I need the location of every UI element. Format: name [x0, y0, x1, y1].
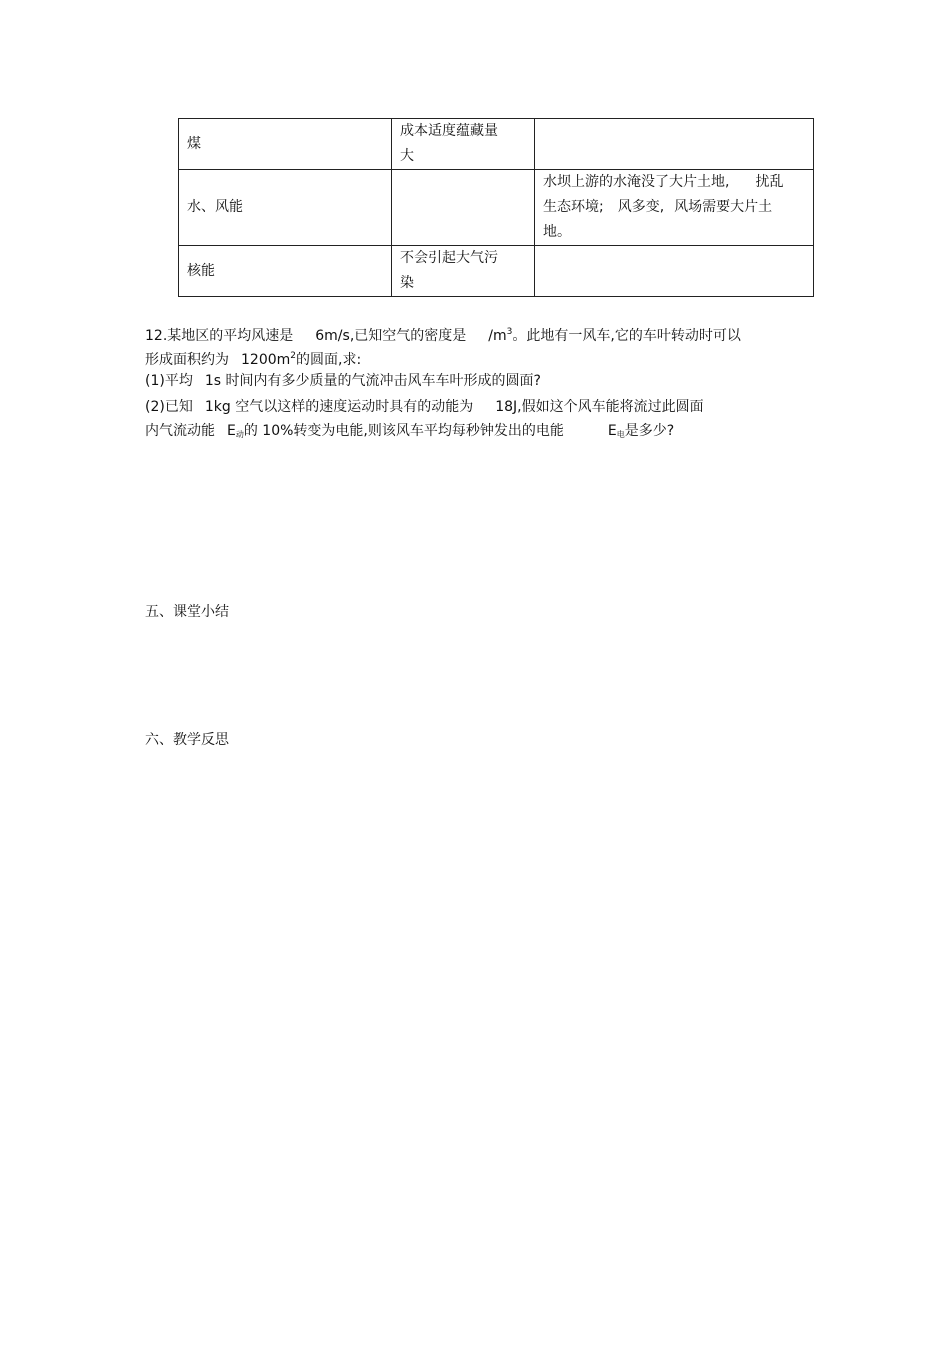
table-row-nuclear: [179, 246, 814, 297]
cell-disadvantage-coal: [535, 119, 814, 170]
cell-text: 核能: [187, 262, 215, 279]
q-text: (2)已知: [145, 399, 193, 415]
question-12-part-1: [145, 369, 825, 393]
cell-text: 水、风能: [187, 199, 243, 215]
q-text: 的 10%转变为电能,则该风车平均每秒钟发出的电能: [243, 423, 564, 439]
q-text: (1)平均: [145, 373, 193, 389]
cell-text: 不会引起大气污: [400, 250, 498, 266]
cell-text: 水坝上游的水淹没了大片土地,: [543, 174, 730, 190]
cell-text: 染: [400, 275, 414, 291]
cell-text: 大: [400, 148, 414, 164]
section-heading-summary: 五、课堂小结: [145, 604, 229, 620]
q-superscript: 3: [506, 327, 513, 337]
q-text: E: [607, 423, 617, 439]
cell-advantage-water-wind: [392, 170, 535, 246]
q-text: 1kg 空气以这样的速度运动时具有的动能为: [204, 399, 474, 415]
cell-disadvantage-nuclear: [535, 246, 814, 297]
q-text: 形成面积约为: [145, 352, 229, 368]
question-12-part-2-line-1: [145, 395, 825, 419]
cell-text: 成本适度蕴藏量: [400, 123, 498, 139]
q-text: 内气流动能: [145, 423, 215, 439]
energy-comparison-table: [178, 118, 814, 297]
question-12-line-2: [145, 344, 825, 372]
cell-text: 生态环境;: [543, 199, 604, 215]
cell-text: 扰乱: [755, 174, 784, 190]
q-text: 12.某地区的平均风速是: [145, 328, 294, 344]
cell-text: 煤: [187, 135, 201, 152]
cell-disadvantage-water-wind: [535, 170, 814, 246]
q-text: /m: [488, 328, 507, 344]
section-heading-reflection: 六、教学反思: [145, 732, 229, 748]
q-text: 6m/s,已知空气的密度是: [315, 328, 467, 344]
q-text: 的圆面,求:: [296, 352, 362, 368]
q-text: 1s 时间内有多少质量的气流冲击风车车叶形成的圆面?: [204, 373, 541, 389]
cell-text: 风场需要大片土: [674, 199, 773, 215]
table-row-water-wind: [179, 170, 814, 246]
cell-advantage-coal: [392, 119, 535, 170]
q-subscript: 动: [235, 430, 244, 439]
cell-energy-coal: [179, 119, 392, 170]
q-subscript: 电: [616, 430, 625, 439]
q-text: 是多少?: [624, 423, 675, 439]
question-12-part-2-line-2: [145, 419, 825, 447]
cell-advantage-nuclear: [392, 246, 535, 297]
cell-energy-water-wind: [179, 170, 392, 246]
q-text: 。此地有一风车,它的车叶转动时可以: [512, 328, 741, 344]
cell-text: 风多变,: [617, 199, 665, 215]
q-text: 1200m: [241, 352, 291, 368]
cell-text: 地。: [543, 224, 571, 240]
q-text: 18J,假如这个风车能将流过此圆面: [495, 399, 704, 415]
cell-energy-nuclear: [179, 246, 392, 297]
q-superscript: 2: [290, 351, 297, 361]
q-text: E: [227, 423, 236, 439]
table-row-coal: [179, 119, 814, 170]
